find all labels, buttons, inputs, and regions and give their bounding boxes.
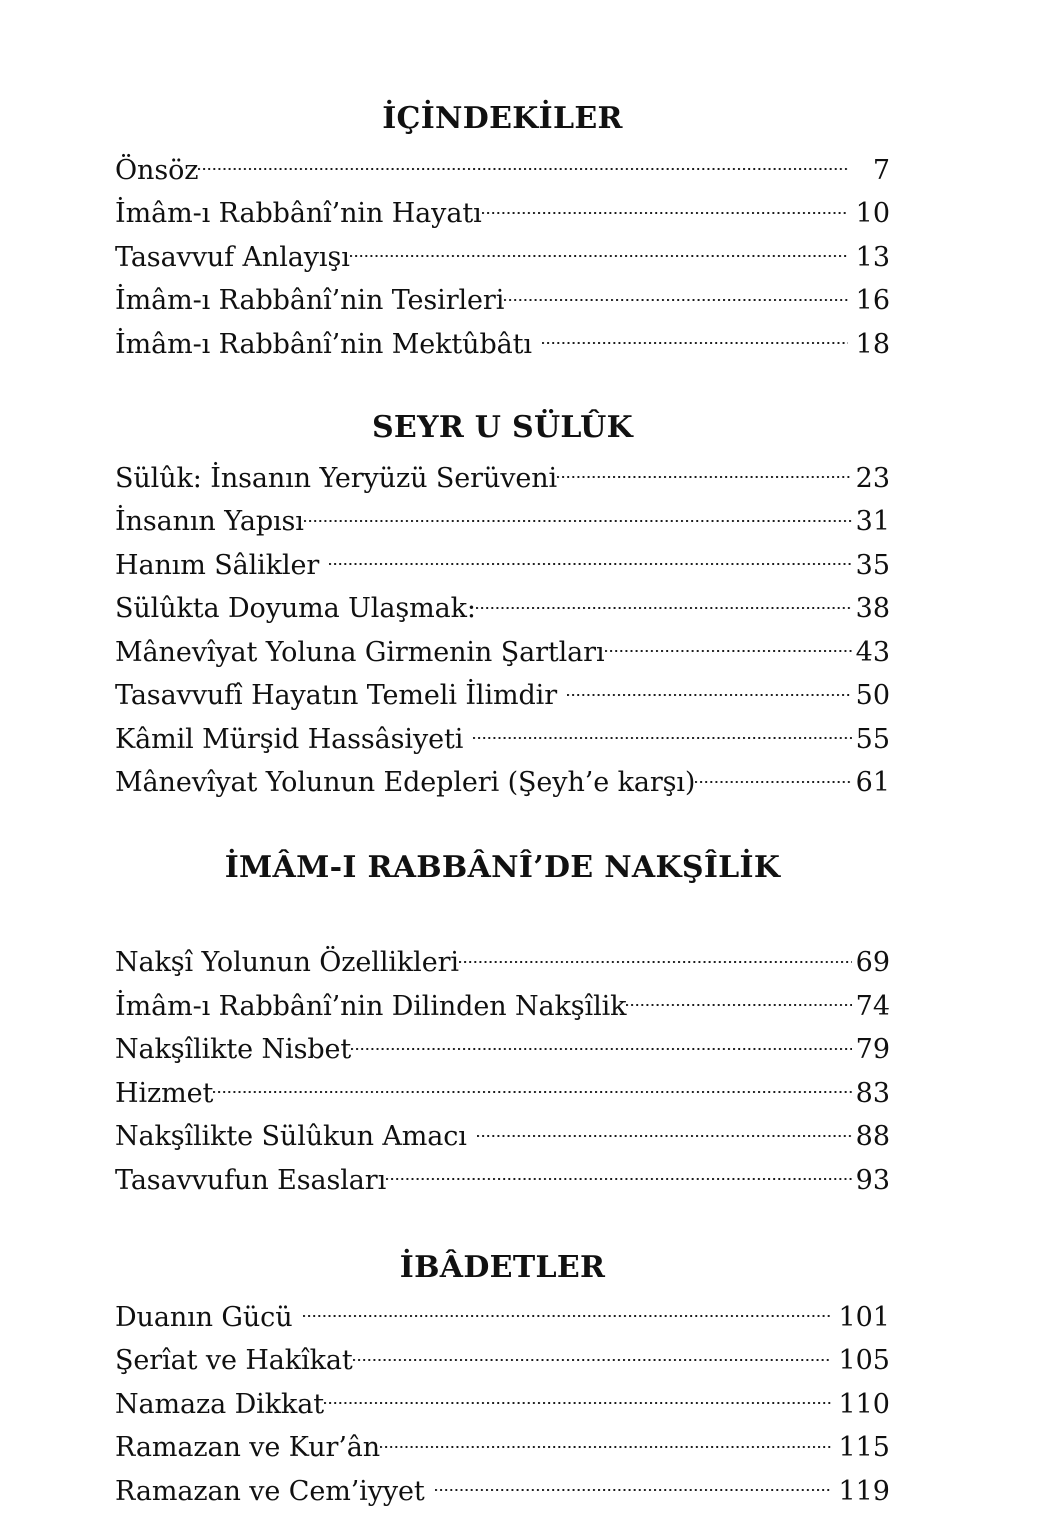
dot-leader	[324, 1386, 831, 1413]
dot-leader	[303, 1299, 832, 1326]
toc-entry-page: 79	[855, 1034, 890, 1065]
toc-entry[interactable]	[115, 1470, 890, 1514]
toc-entry[interactable]	[115, 1296, 890, 1340]
toc-entry-label: Mânevîyat Yolunun Edepleri (Şeyh’e karşı)	[115, 767, 696, 798]
toc-entry[interactable]	[115, 1028, 890, 1072]
toc-entry-label: Hizmet	[115, 1077, 214, 1109]
toc-entry-label: Tasavvufî Hayatın Temeli İlimdir	[115, 680, 558, 711]
toc-entry[interactable]	[115, 457, 890, 501]
dot-leader	[482, 195, 848, 222]
toc-entry[interactable]	[115, 587, 890, 631]
toc-entry-page: 105	[838, 1345, 890, 1376]
section-heading-seyr-u-suluk: SEYR U SÜLÛK	[371, 410, 634, 445]
toc-entry[interactable]	[115, 718, 890, 762]
toc-entry[interactable]	[115, 1072, 890, 1116]
toc-entry[interactable]	[115, 192, 890, 236]
toc-entry-page: 38	[855, 593, 890, 624]
toc-entry-label: Sülûk: İnsanın Yeryüzü Serüveni	[115, 462, 558, 494]
dot-leader	[605, 634, 852, 661]
toc-entry-page: 50	[855, 680, 890, 711]
toc-entry[interactable]	[115, 761, 890, 805]
dot-leader	[351, 1031, 852, 1058]
toc-entry[interactable]	[115, 279, 890, 323]
entry-list-seyr-u-suluk	[115, 457, 890, 805]
dot-leader	[477, 1118, 852, 1145]
toc-entry-page: 83	[855, 1077, 890, 1109]
dot-leader	[386, 1162, 852, 1189]
toc-entry-label: Namaza Dikkat	[115, 1388, 324, 1420]
dot-leader	[626, 988, 852, 1015]
toc-entry-page: 55	[855, 723, 890, 755]
toc-entry[interactable]	[115, 323, 890, 367]
toc-entry-page: 13	[855, 241, 890, 273]
toc-entry[interactable]	[115, 236, 890, 280]
toc-entry-label: Ramazan ve Kur’ân	[115, 1432, 381, 1463]
dot-leader	[329, 547, 852, 574]
toc-entry-page: 69	[855, 947, 890, 978]
dot-leader	[695, 764, 852, 791]
entry-list-icindekiler	[115, 149, 890, 367]
toc-entry[interactable]	[115, 149, 890, 193]
toc-entry-label: İnsanın Yapısı	[115, 506, 304, 537]
entry-list-naksilik	[115, 941, 890, 1202]
toc-entry-label: Önsöz	[115, 154, 199, 186]
toc-entry-page: 101	[838, 1301, 890, 1333]
toc-entry-label: Kâmil Mürşid Hassâsiyeti	[115, 723, 464, 755]
dot-leader	[353, 1342, 831, 1369]
section-heading-ibadetler: İBÂDETLER	[399, 1250, 606, 1285]
toc-entry[interactable]	[115, 1159, 890, 1203]
toc-entry-label: Mânevîyat Yoluna Girmenin Şartları	[115, 636, 605, 668]
toc-entry-label: Tasavvufun Esasları	[115, 1164, 387, 1196]
toc-entry-label: Sülûkta Doyuma Ulaşmak:	[115, 593, 476, 624]
dot-leader	[213, 1075, 852, 1102]
toc-entry[interactable]	[115, 500, 890, 544]
dot-leader	[380, 1429, 831, 1456]
table-of-contents	[115, 0, 890, 1513]
dot-leader	[557, 460, 852, 487]
toc-entry-page: 93	[855, 1164, 890, 1196]
dot-leader	[198, 152, 848, 179]
toc-entry-label: Şerîat ve Hakîkat	[115, 1345, 353, 1376]
toc-entry-page: 110	[838, 1388, 890, 1420]
toc-entry-label: İmâm-ı Rabbânî’nin Tesirleri	[115, 285, 505, 316]
section-heading-icindekiler: İÇİNDEKİLER	[382, 101, 623, 136]
dot-leader	[542, 326, 848, 353]
toc-entry-page: 119	[838, 1475, 890, 1507]
dot-leader	[473, 721, 852, 748]
toc-entry-page: 18	[855, 328, 890, 360]
dot-leader	[304, 503, 852, 530]
toc-entry-label: İmâm-ı Rabbânî’nin Dilinden Nakşîlik	[115, 990, 627, 1022]
dot-leader	[476, 590, 852, 617]
dot-leader	[459, 944, 852, 971]
toc-entry-page: 35	[855, 549, 890, 581]
dot-leader	[504, 282, 848, 309]
toc-entry[interactable]	[115, 1426, 890, 1470]
toc-entry-label: Nakşîlikte Nisbet	[115, 1034, 352, 1065]
toc-entry-page: 10	[855, 198, 890, 229]
toc-entry[interactable]	[115, 544, 890, 588]
toc-entry[interactable]	[115, 1339, 890, 1383]
toc-entry-page: 43	[855, 636, 890, 668]
entry-list-ibadetler	[115, 1296, 890, 1514]
toc-entry-page: 31	[855, 506, 890, 537]
toc-entry-label: Ramazan ve Cem’iyyet	[115, 1475, 425, 1507]
toc-entry[interactable]	[115, 941, 890, 985]
toc-entry[interactable]	[115, 1115, 890, 1159]
toc-entry[interactable]	[115, 631, 890, 675]
toc-entry-page: 88	[855, 1121, 890, 1152]
toc-entry-label: İmâm-ı Rabbânî’nin Hayatı	[115, 198, 482, 229]
toc-entry-label: Nakşî Yolunun Özellikleri	[115, 947, 459, 978]
toc-entry-page: 74	[855, 990, 890, 1022]
toc-entry-page: 115	[838, 1432, 890, 1463]
toc-entry-page: 7	[872, 154, 890, 186]
toc-entry[interactable]	[115, 674, 890, 718]
toc-entry-label: Tasavvuf Anlayışı	[115, 241, 350, 273]
section-heading-imam-i-rabbanide-naksilik: İMÂM-I RABBÂNÎ’DE NAKŞÎLİK	[224, 849, 781, 885]
dot-leader	[435, 1473, 831, 1500]
toc-entry-page: 16	[855, 285, 890, 316]
toc-entry-label: Nakşîlikte Sülûkun Amacı	[115, 1121, 467, 1152]
toc-entry[interactable]	[115, 985, 890, 1029]
dot-leader	[567, 677, 852, 704]
dot-leader	[350, 239, 848, 266]
toc-entry[interactable]	[115, 1383, 890, 1427]
toc-entry-label: Duanın Gücü	[115, 1301, 293, 1333]
toc-entry-page: 23	[855, 462, 890, 494]
toc-entry-label: İmâm-ı Rabbânî’nin Mektûbâtı	[115, 328, 532, 360]
toc-entry-page: 61	[855, 767, 890, 798]
toc-entry-label: Hanım Sâlikler	[115, 549, 320, 581]
